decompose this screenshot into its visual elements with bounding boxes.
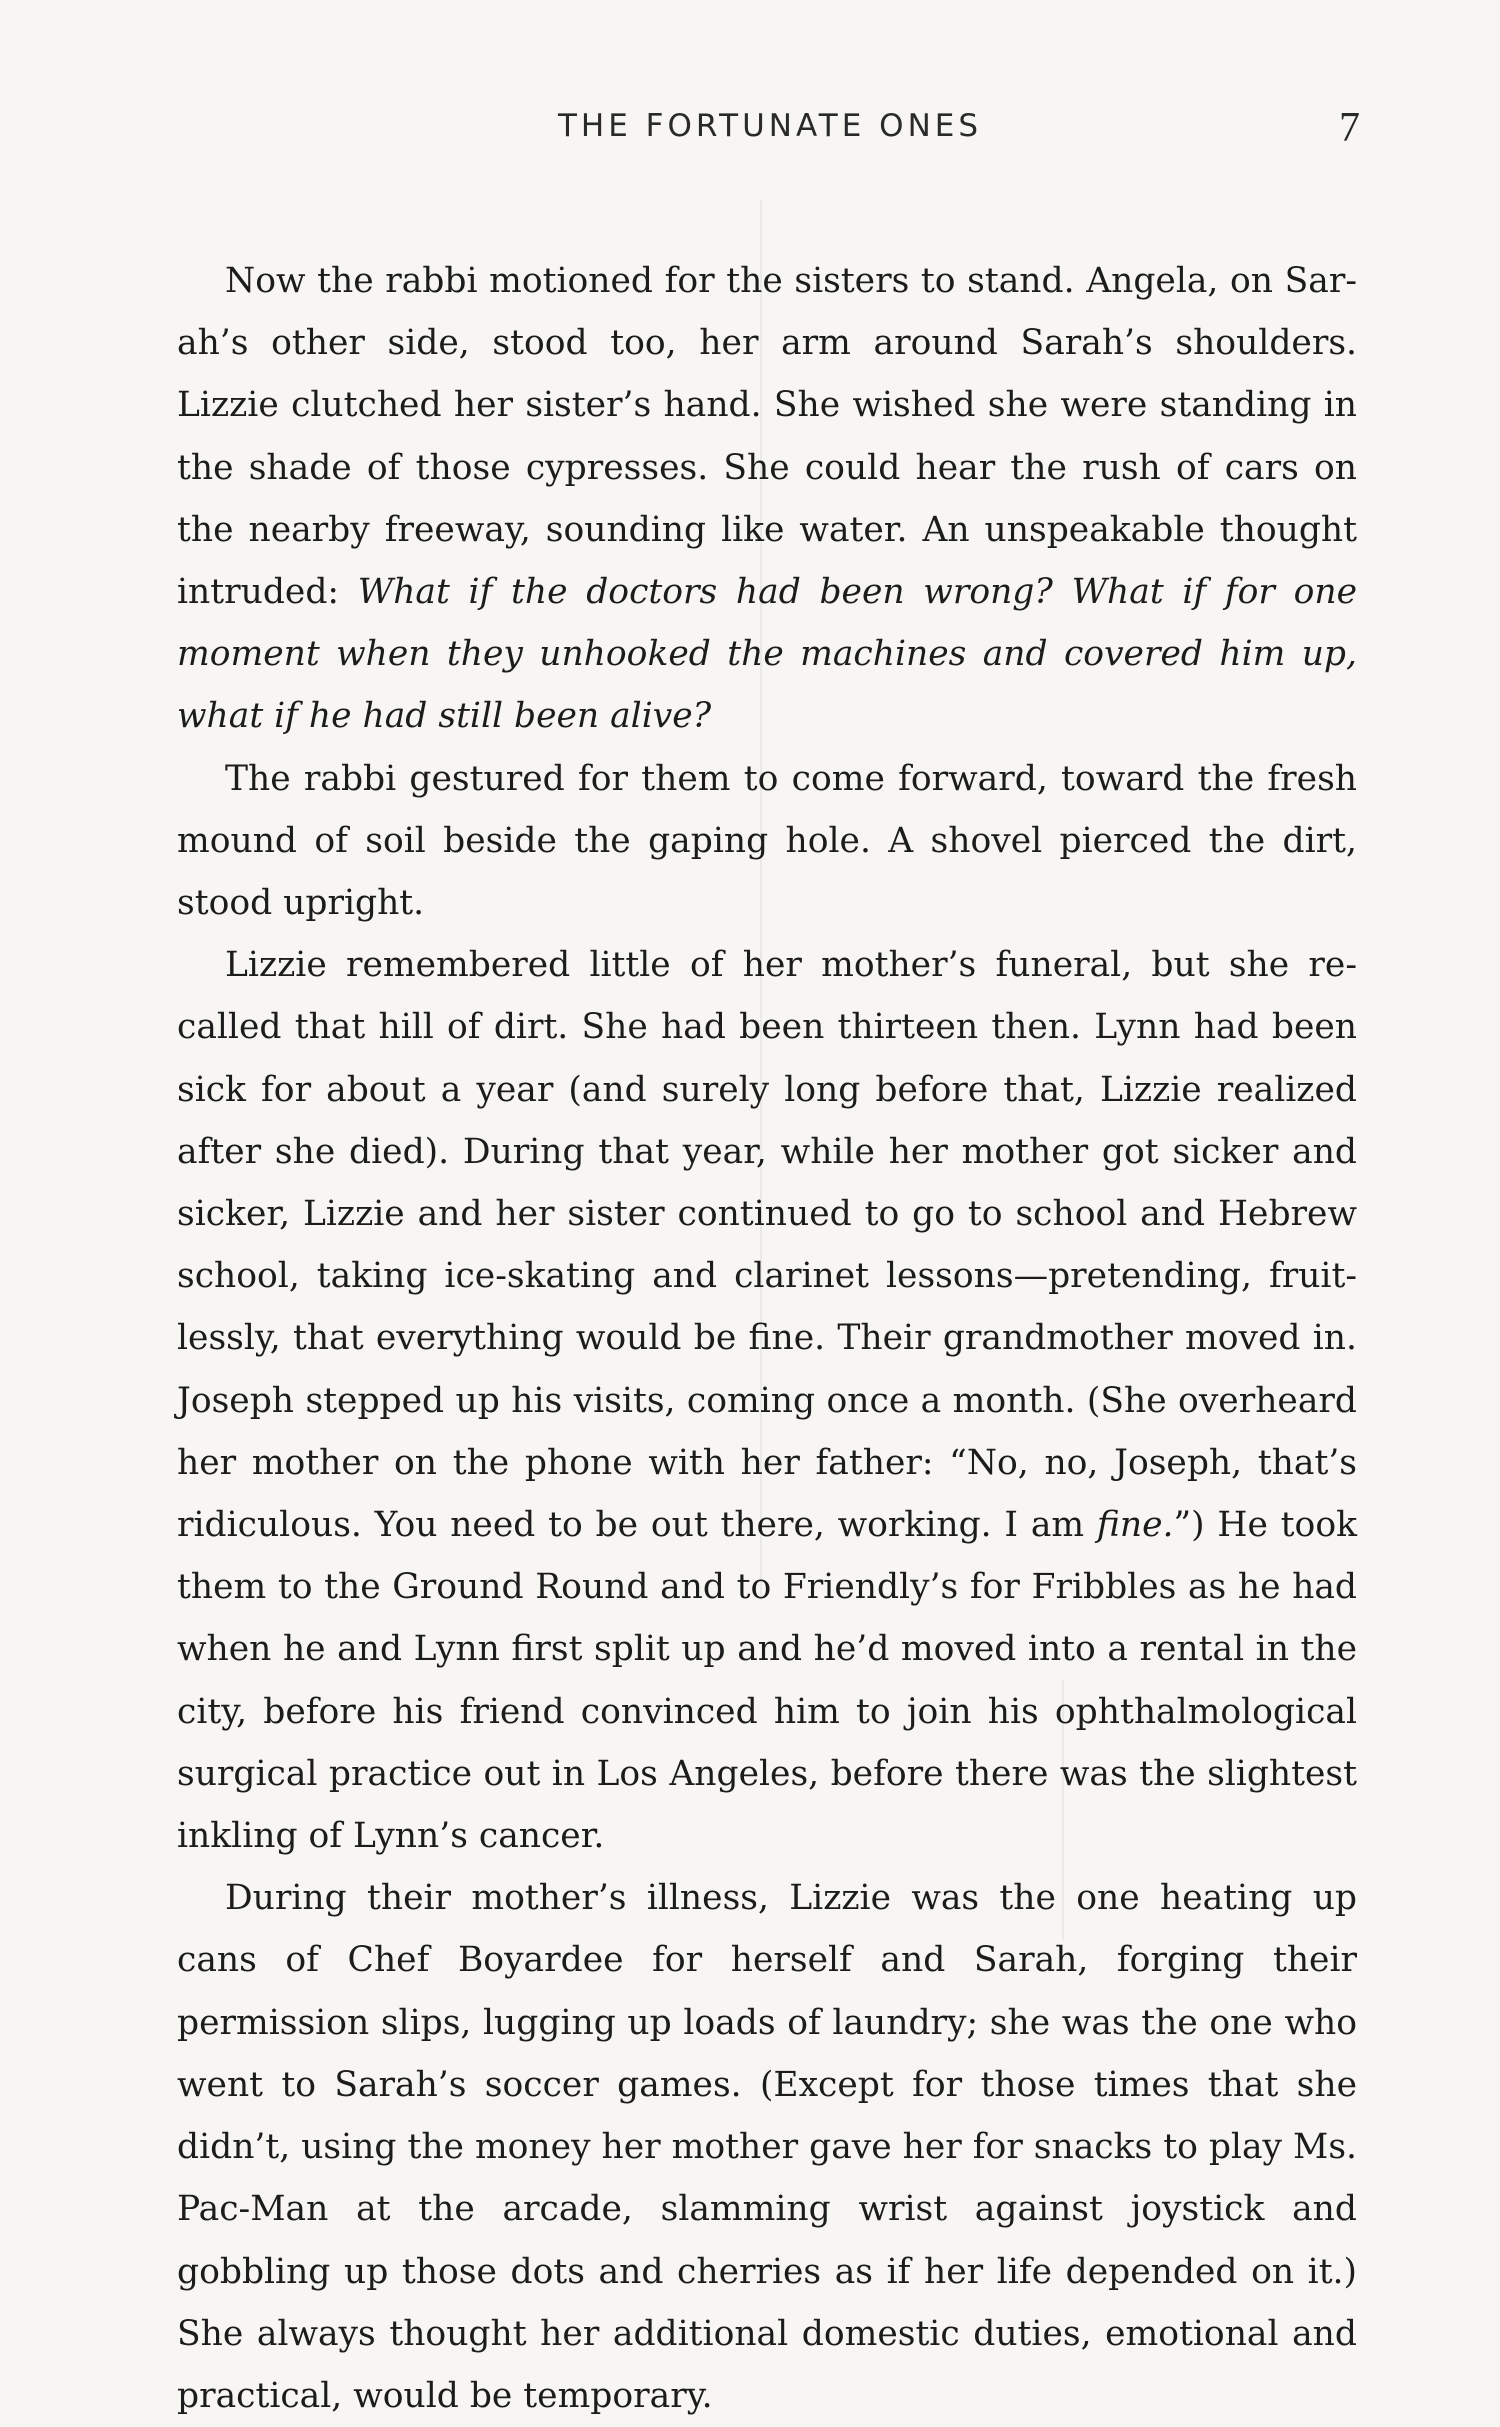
paragraph xyxy=(177,1867,1357,2427)
text-segment: During their mother’s illness, Lizzie was the one heating up cans of Chef Boyardee for herself and Sarah, forging their permission slips, lugging up loads of laundry; she was the one who went to Sarah’s soccer games. (Except for those times that she didn’t, using the money her mother gave her for snacks to play Ms. Pac-Man at the arcade, slamming wrist against joystick and gobbling up those dots and cherries as if her life depended on it.) She always thought her additional domestic duties, emotional and practical, would be temporary. xyxy=(177,1878,1357,2416)
page-number: 7 xyxy=(1339,105,1360,151)
running-title: THE FORTUNATE ONES xyxy=(557,108,983,144)
italic-text-segment: What if the doctors had been wrong? What if for one moment when they unhooked the machines and covered him up, what if he had still been alive? xyxy=(177,572,1357,737)
paragraph xyxy=(177,934,1357,1867)
paragraph xyxy=(177,250,1357,748)
running-header xyxy=(180,105,1360,158)
paragraph xyxy=(177,748,1357,935)
text-segment: Lizzie remembered little of her mother’s funeral, but she recalled that hill of dirt. She had been thirteen then. Lynn had been sick for about a year (and surely long before that, Lizzie realized after she died). During that year, while her mother got sicker and sicker, Lizzie and her sister continued to go to school and Hebrew school, taking ice-skating and clarinet lessons—pretending, fruitlessly, that everything would be fine. Their grandmother moved in. Joseph stepped up his visits, coming once a month. (She overheard her mother on the phone with her father: “No, no, Joseph, that’s ridiculous. You need to be out there, working. I am xyxy=(177,945,1357,1546)
text-segment: Now the rabbi motioned for the sisters to stand. Angela, on Sarah’s other side, stood too, her arm around Sarah’s shoulders. Lizzie clutched her sister’s hand. She wished she were standing in the shade of those cypresses. She could hear the rush of cars on the nearby freeway, sounding like water. An unspeakable thought intruded: xyxy=(177,261,1357,613)
text-segment: The rabbi gestured for them to come forward, toward the fresh mound of soil beside the gaping hole. A shovel pierced the dirt, stood upright. xyxy=(177,758,1357,924)
body-text xyxy=(177,250,1357,2427)
italic-text-segment: fine. xyxy=(1096,1505,1174,1546)
text-segment: ”) He took them to the Ground Round and to Friendly’s for Fribbles as he had when he and Lynn first split up and he’d moved into a rental in the city, before his friend convinced him to join his ophthalmological surgical practice out in Los Angeles, before there was the slightest inkling of Lynn’s cancer. xyxy=(177,1505,1357,1857)
